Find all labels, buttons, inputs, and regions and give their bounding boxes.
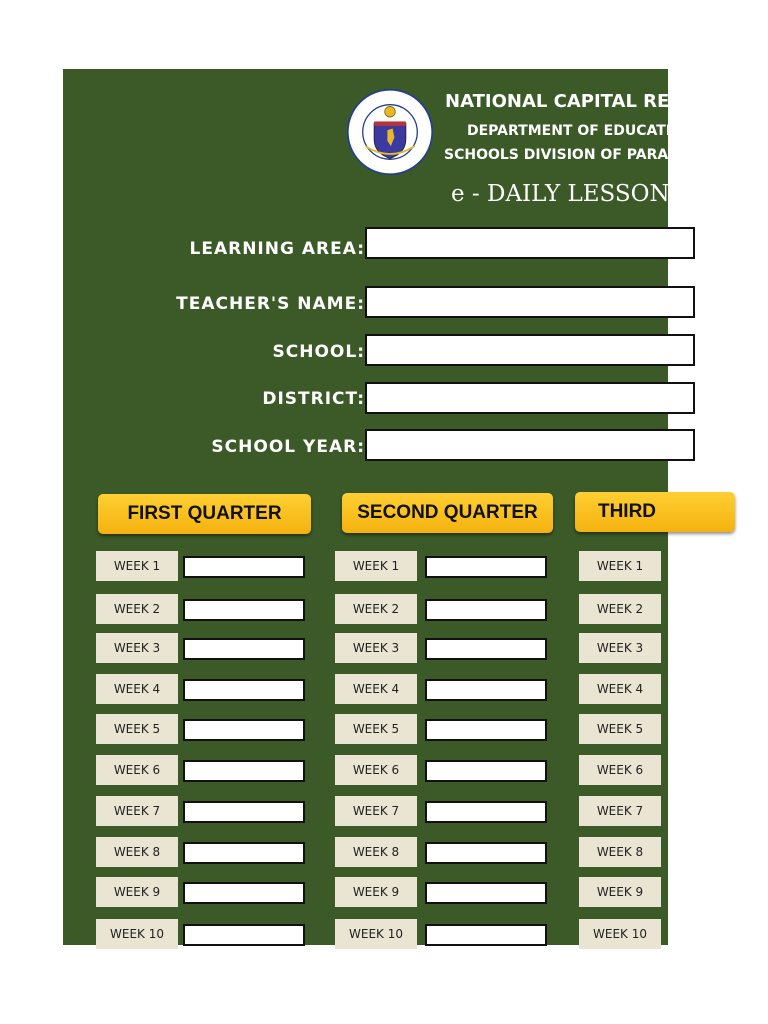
q1-week-5-field[interactable] <box>183 719 305 741</box>
q2-week-4-field[interactable] <box>425 679 547 701</box>
q3-week-7-button[interactable]: WEEK 7 <box>579 796 661 826</box>
learning-area-field[interactable] <box>365 227 695 259</box>
q3-week-3-button[interactable]: WEEK 3 <box>579 633 661 663</box>
school-label: SCHOOL: <box>272 342 365 362</box>
department-heading: DEPARTMENT OF EDUCATION <box>467 123 695 139</box>
q1-week-1-field[interactable] <box>183 556 305 578</box>
q1-week-4-field[interactable] <box>183 679 305 701</box>
q3-week-10-button[interactable]: WEEK 10 <box>579 919 661 949</box>
division-heading: SCHOOLS DIVISION OF PARAÑAQUE <box>444 147 724 163</box>
q1-week-9-field[interactable] <box>183 882 305 904</box>
school-year-label: SCHOOL YEAR: <box>211 437 365 457</box>
q1-week-2-field[interactable] <box>183 599 305 621</box>
q1-week-9-button[interactable]: WEEK 9 <box>96 877 178 907</box>
third-quarter-label: THIRD <box>597 501 657 522</box>
q2-week-1-field[interactable] <box>425 556 547 578</box>
q1-week-6-button[interactable]: WEEK 6 <box>96 755 178 785</box>
q1-week-5-button[interactable]: WEEK 5 <box>96 714 178 744</box>
q2-week-6-field[interactable] <box>425 760 547 782</box>
q2-week-9-field[interactable] <box>425 882 547 904</box>
q3-week-4-button[interactable]: WEEK 4 <box>579 674 661 704</box>
region-heading: NATIONAL CAPITAL REGION <box>445 91 722 112</box>
q1-week-3-button[interactable]: WEEK 3 <box>96 633 178 663</box>
second-quarter-button[interactable]: SECOND QUARTER <box>342 493 553 533</box>
q3-week-9-button[interactable]: WEEK 9 <box>579 877 661 907</box>
learning-area-label: LEARNING AREA: <box>189 239 365 259</box>
q3-week-5-button[interactable]: WEEK 5 <box>579 714 661 744</box>
q3-week-6-button[interactable]: WEEK 6 <box>579 755 661 785</box>
q1-week-3-field[interactable] <box>183 638 305 660</box>
q2-week-5-button[interactable]: WEEK 5 <box>335 714 417 744</box>
q3-week-8-button[interactable]: WEEK 8 <box>579 837 661 867</box>
q2-week-7-button[interactable]: WEEK 7 <box>335 796 417 826</box>
q1-week-6-field[interactable] <box>183 760 305 782</box>
q2-week-10-field[interactable] <box>425 924 547 946</box>
school-year-field[interactable] <box>365 429 695 461</box>
q1-week-4-button[interactable]: WEEK 4 <box>96 674 178 704</box>
q2-week-2-button[interactable]: WEEK 2 <box>335 594 417 624</box>
q2-week-5-field[interactable] <box>425 719 547 741</box>
district-label: DISTRICT: <box>262 389 365 409</box>
q2-week-10-button[interactable]: WEEK 10 <box>335 919 417 949</box>
school-field[interactable] <box>365 334 695 366</box>
page-title: e - DAILY LESSON LOG <box>451 181 730 207</box>
q1-week-2-button[interactable]: WEEK 2 <box>96 594 178 624</box>
q2-week-9-button[interactable]: WEEK 9 <box>335 877 417 907</box>
deped-seal-logo <box>346 88 434 176</box>
teachers-name-field[interactable] <box>365 286 695 318</box>
third-quarter-button[interactable] <box>575 492 735 532</box>
q2-week-6-button[interactable]: WEEK 6 <box>335 755 417 785</box>
q1-week-10-button[interactable]: WEEK 10 <box>96 919 178 949</box>
q2-week-8-field[interactable] <box>425 842 547 864</box>
q2-week-4-button[interactable]: WEEK 4 <box>335 674 417 704</box>
q2-week-2-field[interactable] <box>425 599 547 621</box>
q1-week-7-field[interactable] <box>183 801 305 823</box>
form-sheet <box>63 69 730 945</box>
q2-week-1-button[interactable]: WEEK 1 <box>335 551 417 581</box>
q2-week-8-button[interactable]: WEEK 8 <box>335 837 417 867</box>
q1-week-1-button[interactable]: WEEK 1 <box>96 551 178 581</box>
q3-week-2-button[interactable]: WEEK 2 <box>579 594 661 624</box>
q1-week-8-field[interactable] <box>183 842 305 864</box>
teachers-name-label: TEACHER'S NAME: <box>176 294 365 314</box>
q2-week-3-button[interactable]: WEEK 3 <box>335 633 417 663</box>
first-quarter-button[interactable]: FIRST QUARTER <box>98 494 311 534</box>
q2-week-3-field[interactable] <box>425 638 547 660</box>
q1-week-7-button[interactable]: WEEK 7 <box>96 796 178 826</box>
q1-week-10-field[interactable] <box>183 924 305 946</box>
q1-week-8-button[interactable]: WEEK 8 <box>96 837 178 867</box>
q2-week-7-field[interactable] <box>425 801 547 823</box>
district-field[interactable] <box>365 382 695 414</box>
q3-week-1-button[interactable]: WEEK 1 <box>579 551 661 581</box>
